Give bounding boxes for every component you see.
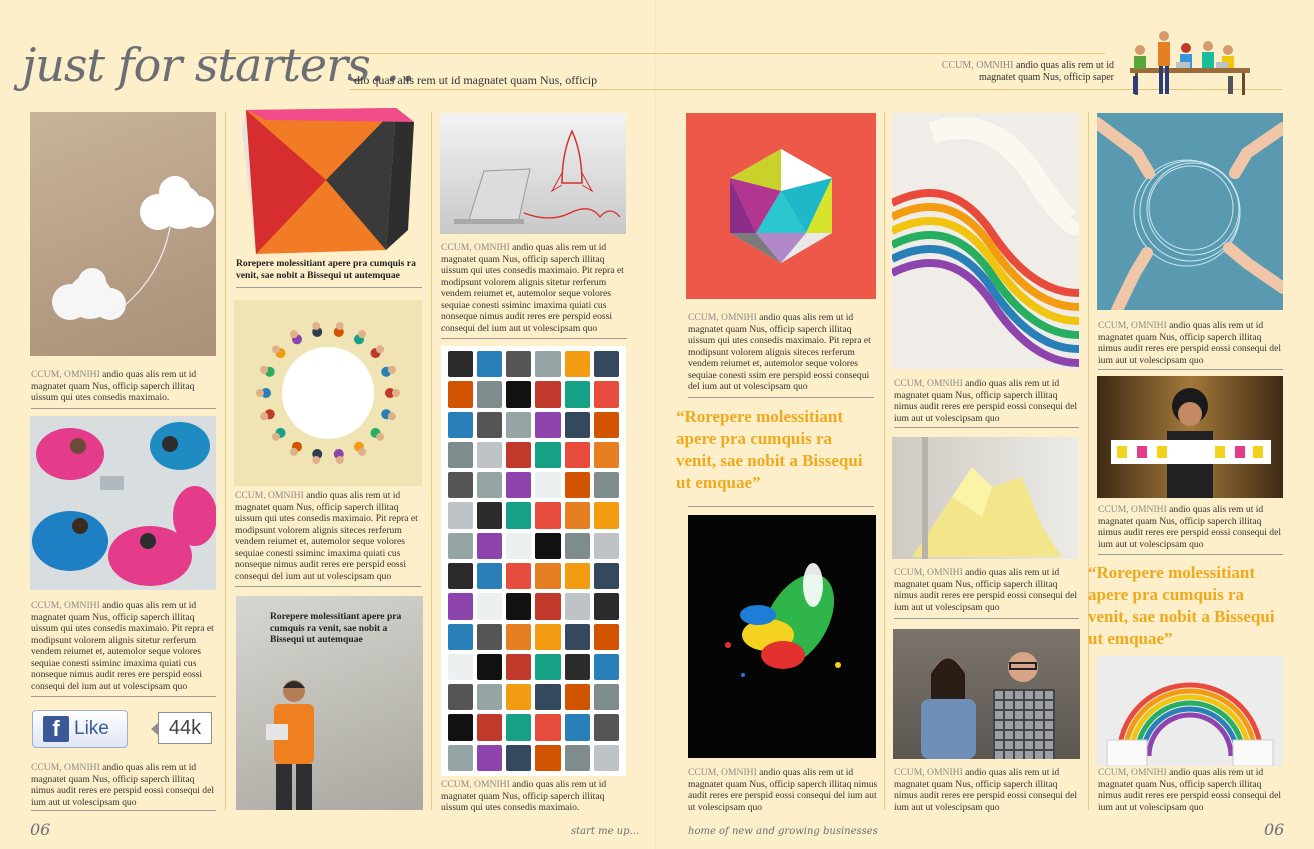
logo-tile — [506, 563, 531, 589]
page-title: just for starters… — [22, 38, 415, 92]
logo-tile — [565, 472, 590, 498]
logo-tile — [477, 563, 502, 589]
logo-tile — [477, 442, 502, 468]
logo-tile — [594, 502, 619, 528]
column-rule — [1088, 112, 1089, 810]
rocket-laptop-photo — [440, 113, 626, 234]
logo-tile — [506, 593, 531, 619]
figure — [260, 366, 275, 377]
logo-tile — [477, 684, 502, 710]
logo-tile — [594, 533, 619, 559]
logo-tile — [594, 351, 619, 377]
logo-tile — [535, 502, 560, 528]
logo-tile — [594, 745, 619, 771]
figure — [385, 388, 400, 398]
page-subtitle: dio quas alis rem ut id magnatet quam Nus, officip — [354, 73, 598, 87]
paper-rainbow-photo — [1097, 656, 1283, 766]
caption: CCUM, OMNIHI andio quas alis rem ut id magnatet quam Nus, officip saperch illitaq nimus audit reres ere perspid eossi consequi del ium aut ut volescipsam quo — [688, 767, 878, 813]
logo-tile — [535, 684, 560, 710]
header-caption: CCUM, OMNIHI andio quas alis rem ut id magnatet quam Nus, officip saper — [941, 60, 1114, 83]
sticky-notes-photo — [892, 437, 1079, 559]
logo-tile — [506, 502, 531, 528]
figure — [272, 345, 286, 358]
figure — [334, 449, 344, 464]
logo-tile — [594, 684, 619, 710]
logo-tile — [535, 593, 560, 619]
separator — [441, 338, 627, 339]
logo-tile — [594, 412, 619, 438]
paper-cube-image — [236, 100, 422, 256]
separator — [688, 506, 874, 507]
logo-tile — [565, 745, 590, 771]
logo-tile — [535, 745, 560, 771]
logo-tile — [594, 624, 619, 650]
logo-tile — [535, 654, 560, 680]
logo-tile — [535, 714, 560, 740]
logo-tile — [477, 533, 502, 559]
girl-paper-chain-photo — [1097, 376, 1283, 498]
logo-mosaic — [441, 346, 626, 776]
logo-tile — [535, 533, 560, 559]
logo-tile — [506, 533, 531, 559]
caption: CCUM, OMNIHI andio quas alis rem ut id magnatet quam Nus, officip saperch illitaq nimus audit reres ere perspid eossi consequi del ium aut ut volescipsam quo — [1098, 767, 1282, 813]
logo-tile — [565, 684, 590, 710]
logo-tile — [565, 533, 590, 559]
figure — [370, 428, 384, 441]
separator — [31, 696, 216, 697]
figure — [290, 442, 302, 456]
separator — [31, 810, 216, 811]
page-number-right: 06 — [1264, 820, 1285, 839]
image-caption: Rorepere molessitiant apere pra cumquis ra venit, sae nobit a Bissequi ut autemquae — [270, 611, 402, 645]
figure — [354, 442, 366, 456]
logo-tile — [535, 442, 560, 468]
logo-tile — [448, 654, 473, 680]
footer-tagline-left: start me up… — [571, 826, 640, 837]
logo-tile — [448, 624, 473, 650]
page-number-left: 06 — [30, 820, 51, 839]
people-circle-illustration — [234, 300, 422, 486]
logo-tile — [506, 654, 531, 680]
logo-tile — [448, 593, 473, 619]
logo-tile — [594, 442, 619, 468]
caption: CCUM, OMNIHI andio quas alis rem ut id magnatet quam Nus, officip saperch illitaq uissum qui utes consedis maximaio. Pit repra et modipsunt volorem alignis sitetur rerferum vendem reiumet et, autemolor seque volores sequiae conesti ssiminc imaxima quiati cus nonseque nimus audit reres ere perspid eossi consequi del ium aut ut volescipsam quo — [31, 600, 214, 692]
logo-tile — [477, 381, 502, 407]
column-rule — [431, 112, 432, 810]
logo-tile — [506, 412, 531, 438]
team-illustration — [1120, 28, 1260, 100]
separator — [236, 287, 422, 288]
column-rule — [225, 112, 226, 810]
image-caption: Rorepere molessitiant apere pra cumquis ra venit, sae nobit a Bissequi ut autemquae — [236, 258, 416, 281]
figure — [381, 409, 396, 420]
separator — [235, 586, 421, 587]
caption: CCUM, OMNIHI andio quas alis rem ut id magnatet quam Nus, officip saperch illitaq uissum qui utes consedis maximaio. Pit repra et modipsunt volorem alignis sitetur rerferum vendem reiumet et, autemolor seque volores sequiae conesti ssiminc imaxima quiati cus nonseque nimus audit reres ere perspid eossi consequi del ium aut ut volescipsam quo — [441, 242, 624, 334]
logo-tile — [535, 412, 560, 438]
caption: CCUM, OMNIHI andio quas alis rem ut id magnatet quam Nus, officip saperch illitaq nimus audit reres ere perspid eossi consequi del ium aut ut volescipsam quo — [894, 567, 1078, 613]
logo-tile — [506, 684, 531, 710]
logo-tile — [448, 472, 473, 498]
logo-tile — [448, 563, 473, 589]
caption: CCUM, OMNIHI andio quas alis rem ut id magnatet quam Nus, officip saperch illitaq nimus audit reres ere perspid eossi consequi del ium aut ut volescipsam quo — [1098, 504, 1282, 550]
logo-tile — [477, 502, 502, 528]
logo-tile — [594, 381, 619, 407]
logo-tile — [506, 714, 531, 740]
paint-splash-photo — [688, 515, 876, 758]
paper-ribbons-photo — [892, 113, 1079, 369]
caption: CCUM, OMNIHI andio quas alis rem ut id magnatet quam Nus, officip saperch illitaq uissum qui utes consedis maximaio. — [441, 779, 607, 813]
logo-tile — [448, 745, 473, 771]
logo-tile — [506, 472, 531, 498]
spread-divider — [655, 0, 658, 849]
pull-quote: “Rorepere molessitiant apere pra cumquis ra venit, sae nobit a Bissequi ut emquae” — [1088, 563, 1275, 648]
logo-tile — [594, 593, 619, 619]
separator — [894, 618, 1079, 619]
hands-circle-photo — [1097, 113, 1283, 310]
caption: CCUM, OMNIHI andio quas alis rem ut id magnatet quam Nus, officip saperch illitaq uissum qui utes consedis maximaio. Pit repra et modipsunt volorem alignis siteces rerferum vendem reiumet et, autemolor seque volores sequiae conesti ssim ere perspid eossi consequi del ium aut ut volescipsam quo — [688, 312, 871, 392]
logo-tile — [565, 624, 590, 650]
cloud-photo — [30, 112, 216, 356]
logo-tile — [535, 381, 560, 407]
logo-tile — [594, 563, 619, 589]
logo-tile — [477, 593, 502, 619]
logo-tile — [565, 593, 590, 619]
separator — [688, 397, 874, 398]
icosahedron-image — [686, 113, 876, 299]
logo-tile — [565, 654, 590, 680]
logo-tile — [565, 442, 590, 468]
separator — [1098, 554, 1283, 555]
logo-tile — [565, 714, 590, 740]
logo-tile — [448, 442, 473, 468]
logo-tile — [506, 745, 531, 771]
facebook-f-icon: f — [43, 716, 69, 742]
caption: CCUM, OMNIHI andio quas alis rem ut id magnatet quam Nus, officip saperch illitaq nimus audit reres ere perspid eossi consequi del ium aut ut volescipsam quo — [894, 378, 1078, 424]
figure — [370, 345, 384, 358]
logo-tile — [565, 381, 590, 407]
figure — [334, 322, 344, 337]
logo-tile — [477, 745, 502, 771]
logo-tile — [448, 533, 473, 559]
logo-tile — [565, 563, 590, 589]
logo-tile — [477, 654, 502, 680]
beanbag-photo — [30, 416, 216, 590]
separator — [894, 427, 1079, 428]
logo-tile — [448, 502, 473, 528]
figure — [256, 388, 271, 398]
figure — [381, 366, 396, 377]
figure — [354, 330, 366, 344]
logo-tile — [448, 412, 473, 438]
like-count: 44k — [158, 712, 212, 744]
logo-tile — [448, 714, 473, 740]
caption: CCUM, OMNIHI andio quas alis rem ut id magnatet quam Nus, officip saperch illitaq uissum qui utes consedis maximaio. Pit repra et modipsunt volorem alignis siteces rerferum vendem reiumet et, autemolor seque volores sequiae conesti ssiminc imaxima quiati cus nonseque nimus audit reres ere perspid eossi consequi del ium aut ut volescipsam quo — [235, 490, 418, 582]
separator — [1098, 369, 1283, 370]
logo-tile — [565, 502, 590, 528]
logo-tile — [506, 381, 531, 407]
pull-quote: “Rorepere molessitiant apere pra cumquis ra venit, sae nobit a Bissequi ut emquae” — [676, 407, 863, 492]
logo-tile — [594, 714, 619, 740]
logo-tile — [594, 472, 619, 498]
figure — [272, 428, 286, 441]
logo-tile — [477, 351, 502, 377]
separator — [31, 408, 216, 409]
figure — [312, 449, 322, 464]
logo-tile — [565, 351, 590, 377]
column-rule — [884, 112, 885, 810]
caption: CCUM, OMNIHI andio quas alis rem ut id magnatet quam Nus, officip saperch illitaq nimus audit reres ere perspid eossi consequi del ium aut ut volescipsam quo — [31, 762, 215, 808]
logo-tile — [535, 351, 560, 377]
logo-tile — [448, 684, 473, 710]
logo-tile — [506, 442, 531, 468]
caption: CCUM, OMNIHI andio quas alis rem ut id magnatet quam Nus, officip saperch illitaq nimus audit reres ere perspid eossi consequi del ium aut ut volescipsam quo — [1098, 320, 1282, 366]
figure — [312, 322, 322, 337]
logo-tile — [535, 563, 560, 589]
logo-tile — [506, 351, 531, 377]
logo-tile — [477, 624, 502, 650]
logo-tile — [477, 714, 502, 740]
logo-tile — [477, 472, 502, 498]
logo-tile — [477, 412, 502, 438]
caption: CCUM, OMNIHI andio quas alis rem ut id magnatet quam Nus, officip saperch illitaq uissum qui utes consedis maximaio. — [31, 369, 197, 403]
logo-tile — [594, 654, 619, 680]
logo-tile — [506, 624, 531, 650]
logo-tile — [535, 472, 560, 498]
logo-tile — [565, 412, 590, 438]
footer-tagline-right: home of new and growing businesses — [688, 826, 878, 837]
figure — [260, 409, 275, 420]
logo-tile — [535, 624, 560, 650]
facebook-like-button[interactable] — [32, 710, 128, 748]
caption: CCUM, OMNIHI andio quas alis rem ut id magnatet quam Nus, officip saperch illitaq nimus audit reres ere perspid eossi consequi del ium aut ut volescipsam quo — [894, 767, 1078, 813]
logo-tile — [448, 351, 473, 377]
like-label: Like — [74, 718, 109, 739]
figure — [290, 330, 302, 344]
logo-tile — [448, 381, 473, 407]
couple-photo — [893, 629, 1080, 759]
